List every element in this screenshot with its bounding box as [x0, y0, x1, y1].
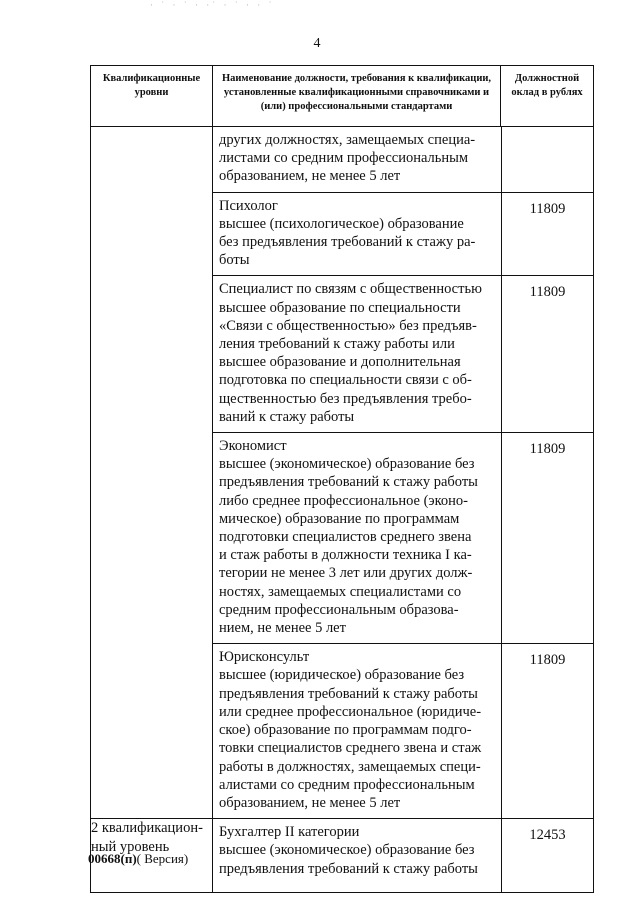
- text-line: предъявления требований к стажу работы: [219, 860, 478, 877]
- header-positions: Наименование должности, требования к квалификации, установленные квалификационными справочниками и (или) профессиональными стандартами: [213, 66, 501, 127]
- text-line: высшее образование по специальности: [219, 299, 461, 316]
- position-salary: [502, 127, 593, 192]
- position-salary: 11809: [529, 441, 566, 458]
- text-line: нием, не менее 5 лет: [219, 620, 346, 637]
- text-line: предъявления требований к стажу работы: [219, 685, 478, 702]
- position-description: [213, 127, 502, 192]
- text-line: ское) образование по программам подго-: [219, 722, 472, 739]
- document-footer: [88, 851, 188, 867]
- level-label-line: ный уровень: [91, 839, 170, 856]
- text-line: мическое) образование по программам: [219, 510, 460, 527]
- text-line: тегории не менее 3 лет или других долж-: [219, 565, 473, 582]
- position-salary: 12453: [529, 827, 566, 844]
- level-label-line: 2 квалификацион-: [91, 820, 203, 837]
- position-title: Специалист по связям с общественностью: [219, 281, 482, 298]
- header-levels: Квалификационные уровни: [91, 66, 213, 127]
- text-line: подготовки специалистов среднего звена: [219, 529, 472, 546]
- position-description: [213, 644, 502, 818]
- text-line: и стаж работы в должности техника I ка-: [219, 547, 472, 564]
- text-line: других должностях, замещаемых специа-: [219, 132, 476, 148]
- position-block: [213, 433, 593, 644]
- text-line: высшее (психологическое) образование: [219, 215, 464, 232]
- table-row-level-1: [91, 127, 594, 819]
- text-line: подготовка по специальности связи с об-: [219, 372, 472, 389]
- text-line: без предъявления требований к стажу ра-: [219, 234, 476, 251]
- position-block: [213, 819, 593, 892]
- page-number: 4: [313, 36, 321, 51]
- header-salary: Должностной оклад в рублях: [501, 66, 594, 127]
- document-code: 00668(п): [88, 851, 137, 866]
- position-title: Юрисконсульт: [219, 649, 310, 666]
- table-header-row: [91, 66, 594, 127]
- text-line: высшее (экономическое) образование без: [219, 842, 475, 859]
- text-line: ностях, замещаемых специалистами со: [219, 583, 462, 600]
- position-block: [213, 276, 593, 433]
- text-line: образованием, не менее 5 лет: [219, 794, 401, 811]
- text-line: «Связи с общественностью» без предъяв-: [219, 317, 477, 334]
- text-line: боты: [219, 252, 250, 269]
- position-description: [213, 276, 502, 432]
- position-title: Бухгалтер II категории: [219, 824, 360, 841]
- position-block: [213, 127, 593, 193]
- level-1-cell: [91, 127, 213, 819]
- text-line: листами со средним профессиональным: [219, 150, 469, 167]
- text-line: щественностью без предъявления требо-: [219, 390, 472, 407]
- position-description: [213, 819, 502, 892]
- scan-noise: · ˙ · ˙ · ·˙ · ˙ · · ˙: [150, 0, 275, 10]
- text-line: или среднее профессиональное (юридиче-: [219, 703, 482, 720]
- position-block: [213, 644, 593, 818]
- position-title: Психолог: [219, 197, 278, 214]
- text-line: либо среднее профессиональное (эконо-: [219, 492, 469, 509]
- level-2-positions: [213, 819, 594, 893]
- position-salary: 11809: [529, 284, 566, 301]
- position-description: [213, 433, 502, 643]
- position-title: Экономист: [219, 438, 287, 455]
- text-line: ления требований к стажу работы или: [219, 336, 455, 353]
- salary-table: [90, 65, 594, 893]
- text-line: работы в должностях, замещаемых специ-: [219, 758, 481, 775]
- text-line: алистами со средним профессиональным: [219, 776, 475, 793]
- position-block: [213, 193, 593, 277]
- text-line: средним профессиональным образова-: [219, 601, 459, 618]
- text-line: предъявления требований к стажу работы: [219, 474, 478, 491]
- text-line: образованием, не менее 5 лет: [219, 168, 401, 185]
- text-line: высшее образование и дополнительная: [219, 354, 461, 371]
- text-line: высшее (юридическое) образование без: [219, 667, 465, 684]
- text-line: высшее (экономическое) образование без: [219, 456, 475, 473]
- text-line: товки специалистов среднего звена и стаж: [219, 740, 482, 757]
- position-description: [213, 193, 502, 276]
- text-line: ваний к стажу работы: [219, 408, 355, 425]
- document-version: ( Версия): [136, 851, 189, 866]
- level-1-positions: [213, 127, 594, 819]
- position-salary: 11809: [529, 200, 566, 217]
- position-salary: 11809: [529, 652, 566, 669]
